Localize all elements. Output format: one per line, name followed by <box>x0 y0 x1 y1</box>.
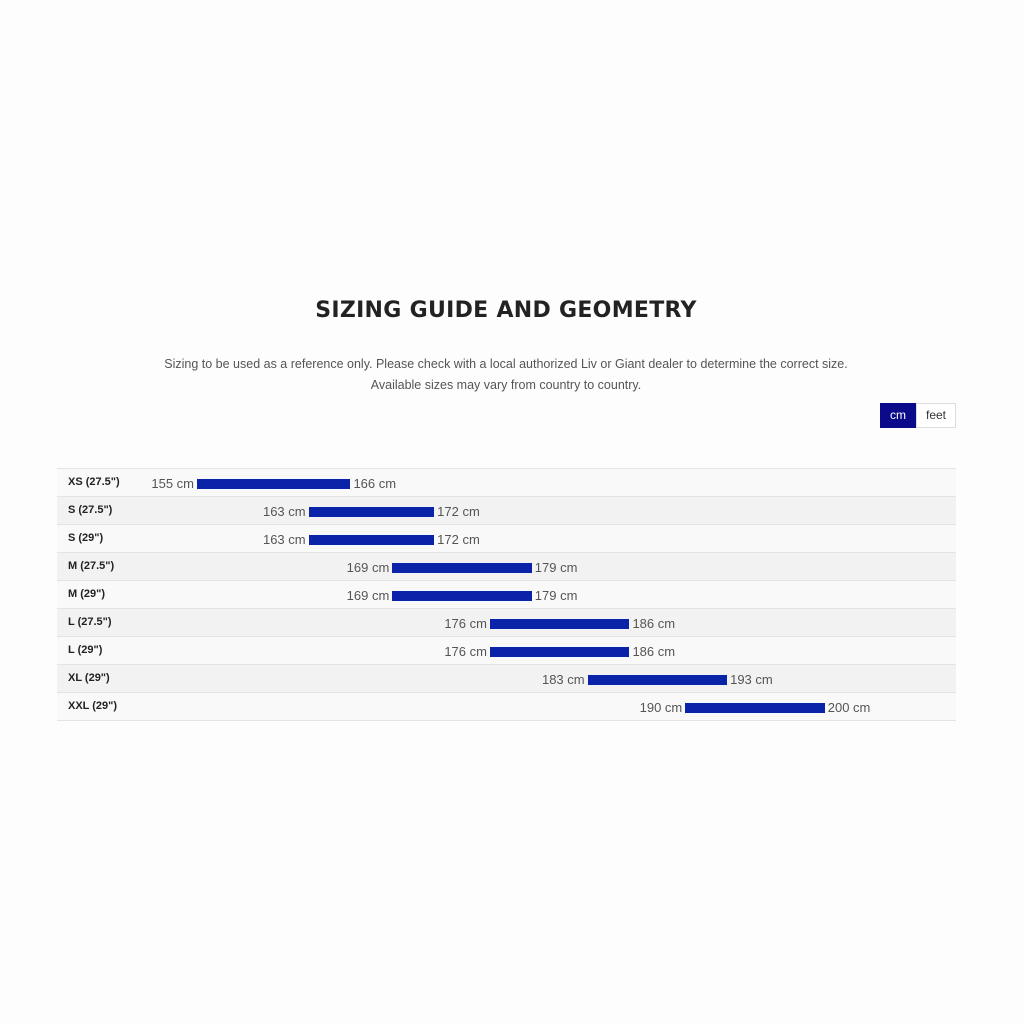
range-bar <box>392 563 532 573</box>
range-min-label: 163 cm <box>262 504 306 519</box>
unit-toggle <box>880 403 956 428</box>
size-row <box>57 693 956 721</box>
range-min-label: 169 cm <box>346 560 390 575</box>
size-range-chart <box>57 468 956 721</box>
range-min-label: 176 cm <box>444 644 487 659</box>
unit-cm-button[interactable]: cm <box>880 403 916 428</box>
size-row <box>57 525 956 553</box>
range-max-label: 172 cm <box>437 532 480 547</box>
size-label: L (29") <box>68 644 103 656</box>
size-row <box>57 469 956 497</box>
range-min-label: 190 cm <box>639 700 683 715</box>
disclaimer-line-1: Sizing to be used as a reference only. Please check with a local authorized Liv or Giant dealer to determine the correct size. <box>164 357 848 371</box>
size-label: S (27.5") <box>68 504 113 516</box>
range-bar <box>309 535 435 545</box>
size-row <box>57 497 956 525</box>
size-label: XXL (29") <box>68 700 118 712</box>
range-bar <box>685 703 825 713</box>
range-max-label: 200 cm <box>827 700 871 715</box>
disclaimer-line-2: Available sizes may vary from country to country. <box>370 378 642 392</box>
size-label: S (29") <box>68 532 104 544</box>
size-label: L (27.5") <box>68 616 112 628</box>
range-min-label: 163 cm <box>262 532 306 547</box>
range-bar <box>588 675 728 685</box>
range-min-label: 176 cm <box>444 616 487 631</box>
range-bar <box>197 479 350 489</box>
range-max-label: 193 cm <box>730 672 773 687</box>
unit-feet-button[interactable]: feet <box>916 403 956 428</box>
range-bar <box>309 507 435 517</box>
range-max-label: 179 cm <box>534 560 578 575</box>
range-min-label: 183 cm <box>541 672 585 687</box>
range-max-label: 186 cm <box>632 616 676 631</box>
size-label: M (27.5") <box>68 560 115 572</box>
range-bar <box>490 647 630 657</box>
range-max-label: 179 cm <box>534 588 578 603</box>
size-row <box>57 637 956 665</box>
size-row <box>57 609 956 637</box>
range-max-label: 166 cm <box>353 476 397 491</box>
range-max-label: 172 cm <box>437 504 480 519</box>
sizing-disclaimer <box>0 354 1012 396</box>
size-label: XL (29") <box>68 672 110 684</box>
size-label: M (29") <box>68 588 105 600</box>
size-row <box>57 665 956 693</box>
page-title: SIZING GUIDE AND GEOMETRY <box>315 298 697 323</box>
size-row <box>57 553 956 581</box>
range-min-label: 169 cm <box>346 588 390 603</box>
range-min-label: 155 cm <box>151 476 194 491</box>
range-max-label: 186 cm <box>632 644 676 659</box>
range-bar <box>490 619 630 629</box>
size-label: XS (27.5") <box>68 476 120 488</box>
size-row <box>57 581 956 609</box>
range-bar <box>392 591 532 601</box>
